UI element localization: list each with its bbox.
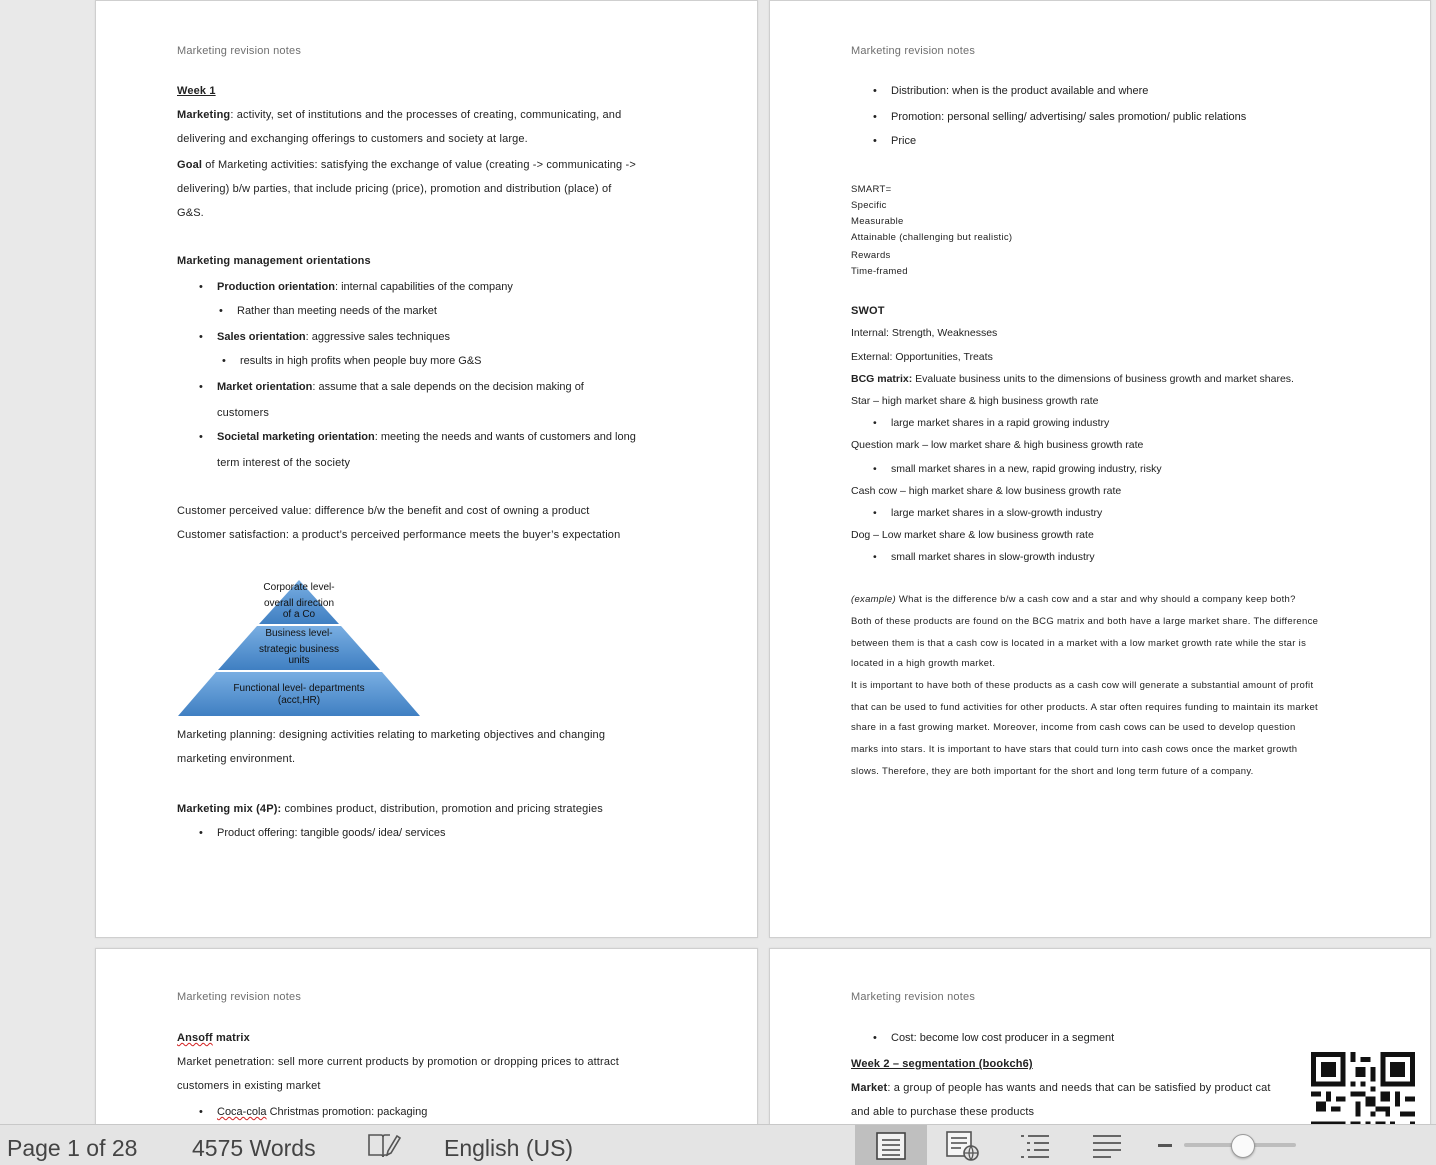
heading-orientations: Marketing management orientations (177, 255, 371, 267)
list-item (217, 330, 450, 344)
paragraph: Star – high market share & high business growth rate (851, 395, 1099, 407)
zoom-out-button[interactable] (1158, 1144, 1172, 1147)
paragraph: customers (217, 407, 270, 419)
list-item: • Distribution: when is the product available and where (891, 84, 1148, 98)
list-item (217, 280, 513, 294)
term: Market orientation (217, 381, 313, 393)
text: of Marketing activities: satisfying the exchange of value (creating -> communicating -> (202, 159, 636, 171)
list-item: • Promotion: personal selling/ advertising/ sales promotion/ public relations (891, 110, 1246, 124)
list-item: • small market shares in a new, rapid growing industry, risky (891, 462, 1162, 476)
smart-line: SMART= (851, 184, 892, 195)
label-line: overall direction (263, 598, 335, 609)
page-header: Marketing revision notes (177, 45, 302, 57)
example-line: that can be used to fund activities for other products. A star often requires funding to maintain its market (851, 702, 1319, 713)
paragraph (177, 802, 603, 816)
print-layout-view-button[interactable] (855, 1125, 927, 1165)
web-layout-icon (945, 1130, 981, 1162)
label-line: (acct,HR) (277, 695, 321, 706)
text: Evaluate business units to the dimensions of business growth and market shares. (912, 373, 1294, 385)
smart-line: Time-framed (851, 266, 908, 277)
heading-swot: SWOT (851, 305, 885, 317)
smart-line: Specific (851, 200, 887, 211)
smart-line: Attainable (challenging but realistic) (851, 232, 1013, 243)
term: Marketing mix (4P): (177, 803, 282, 815)
page-header: Marketing revision notes (851, 991, 976, 1003)
list-item: • Cost: become low cost producer in a segment (891, 1031, 1114, 1045)
heading-week-2: Week 2 – segmentation (bookch6) (851, 1058, 1033, 1070)
text: : internal capabilities of the company (334, 281, 513, 293)
example-line: marks into stars. It is important to have stars that could turn into cash cows once the market growth (851, 744, 1298, 755)
text: combines product, distribution, promotion and pricing strategies (281, 803, 603, 815)
heading-week-1: Week 1 (177, 85, 216, 97)
page-header: Marketing revision notes (851, 45, 976, 57)
document-page-1 (95, 0, 758, 938)
example-label: (example) (851, 594, 896, 605)
page-count[interactable]: Page 1 of 28 (7, 1135, 138, 1161)
proofing-book-icon[interactable] (366, 1131, 402, 1161)
page-header: Marketing revision notes (177, 991, 302, 1003)
list-item: • large market shares in a slow-growth industry (891, 506, 1102, 520)
term: Production orientation (217, 281, 335, 293)
label-line: Functional level- departments (233, 683, 365, 694)
list-item: • Product offering: tangible goods/ idea/ services (217, 826, 446, 840)
list-item (217, 430, 636, 444)
paragraph (177, 108, 621, 122)
outline-icon (1019, 1132, 1051, 1160)
language-indicator[interactable]: English (US) (444, 1135, 574, 1161)
paragraph (851, 372, 1294, 386)
term: Societal marketing orientation (217, 431, 375, 443)
paragraph: delivering) b/w parties, that include pricing (price), promotion and distribution (place) of (177, 183, 612, 195)
paragraph: Market penetration: sell more current products by promotion or dropping prices to attract (177, 1056, 619, 1068)
list-item: • large market shares in a rapid growing industry (891, 416, 1109, 430)
text: : a group of people has wants and needs that can be satisfied by product cat (887, 1082, 1271, 1094)
misspelled-word[interactable]: Coca-cola (217, 1106, 267, 1118)
list-item: • results in high profits when people buy more G&S (240, 354, 482, 368)
text: : activity, set of institutions and the processes of creating, communicating, and (230, 109, 622, 121)
term: Goal (177, 159, 203, 171)
paragraph: delivering and exchanging offerings to customers and society at large. (177, 133, 528, 145)
term: Market (851, 1082, 888, 1094)
label-line: Corporate level- (263, 582, 335, 593)
paragraph: External: Opportunities, Treats (851, 351, 993, 363)
example-line: slows. Therefore, they are both important for the short and long term future of a company. (851, 766, 1254, 777)
term: Sales orientation (217, 331, 306, 343)
paragraph: Internal: Strength, Weaknesses (851, 327, 998, 339)
paragraph: and able to purchase these products (851, 1106, 1035, 1118)
text: : assume that a sale depends on the decision making of (312, 381, 584, 393)
paragraph: term interest of the society (217, 457, 351, 469)
document-page-2 (769, 0, 1431, 938)
text: Christmas promotion: packaging (266, 1106, 428, 1118)
draft-view-button[interactable] (1071, 1125, 1143, 1165)
print-layout-icon (875, 1131, 907, 1161)
example-line: located in a high growth market. (851, 658, 996, 669)
paragraph: Dog – Low market share & low business growth rate (851, 529, 1094, 541)
term: BCG matrix: (851, 373, 913, 385)
example-line: It is important to have both of these products as a cash cow will generate a substantial amount of profit (851, 680, 1314, 691)
misspelled-word[interactable]: Ansoff (177, 1032, 213, 1044)
list-item: • Price (891, 134, 916, 148)
pyramid-label-functional (209, 683, 389, 707)
list-item (217, 380, 584, 394)
smart-line: Measurable (851, 216, 904, 227)
word-count[interactable]: 4575 Words (192, 1135, 316, 1161)
paragraph: G&S. (177, 207, 204, 219)
draft-icon (1091, 1132, 1123, 1160)
term: Marketing (177, 109, 231, 121)
label-line: units (288, 655, 310, 666)
web-layout-view-button[interactable] (927, 1125, 999, 1165)
pyramid-label-business (239, 628, 359, 666)
paragraph: customers in existing market (177, 1080, 321, 1092)
list-item: • Rather than meeting needs of the market (237, 304, 437, 318)
text: What is the difference b/w a cash cow and a star and why should a company keep both? (895, 594, 1296, 605)
label-line: of a Co (282, 609, 316, 620)
paragraph (177, 158, 636, 172)
paragraph: Question mark – low market share & high business growth rate (851, 439, 1144, 451)
text: : meeting the needs and wants of customers and long (374, 431, 636, 443)
paragraph: marketing environment. (177, 753, 296, 765)
heading-ansoff (177, 1031, 250, 1045)
example-line: Both of these products are found on the BCG matrix and both have a large market share. The difference (851, 616, 1319, 627)
example-question (851, 594, 1296, 606)
status-bar (0, 1124, 1436, 1165)
paragraph: Cash cow – high market share & low business growth rate (851, 485, 1122, 497)
text: : aggressive sales techniques (305, 331, 450, 343)
label-line: strategic business (258, 644, 340, 655)
list-item: • small market shares in slow-growth industry (891, 550, 1095, 564)
zoom-slider-thumb[interactable] (1231, 1134, 1255, 1158)
smart-line: Rewards (851, 250, 891, 261)
text: matrix (212, 1032, 250, 1044)
paragraph: Marketing planning: designing activities relating to marketing objectives and changing (177, 729, 606, 741)
paragraph: Customer satisfaction: a product’s perceived performance meets the buyer’s expectation (177, 529, 621, 541)
example-line: between them is that a cash cow is located in a market with a low market growth rate while the star is (851, 638, 1307, 649)
document-page-3 (95, 948, 758, 1126)
pyramid-label-corporate (239, 582, 359, 620)
outline-view-button[interactable] (999, 1125, 1071, 1165)
example-line: share in a fast growing market. Moreover, income from cash cows can be used to develop question (851, 722, 1296, 733)
list-item (217, 1105, 427, 1119)
paragraph: Customer perceived value: difference b/w the benefit and cost of owning a product (177, 505, 590, 517)
label-line: Business level- (265, 628, 333, 639)
paragraph (851, 1081, 1271, 1095)
